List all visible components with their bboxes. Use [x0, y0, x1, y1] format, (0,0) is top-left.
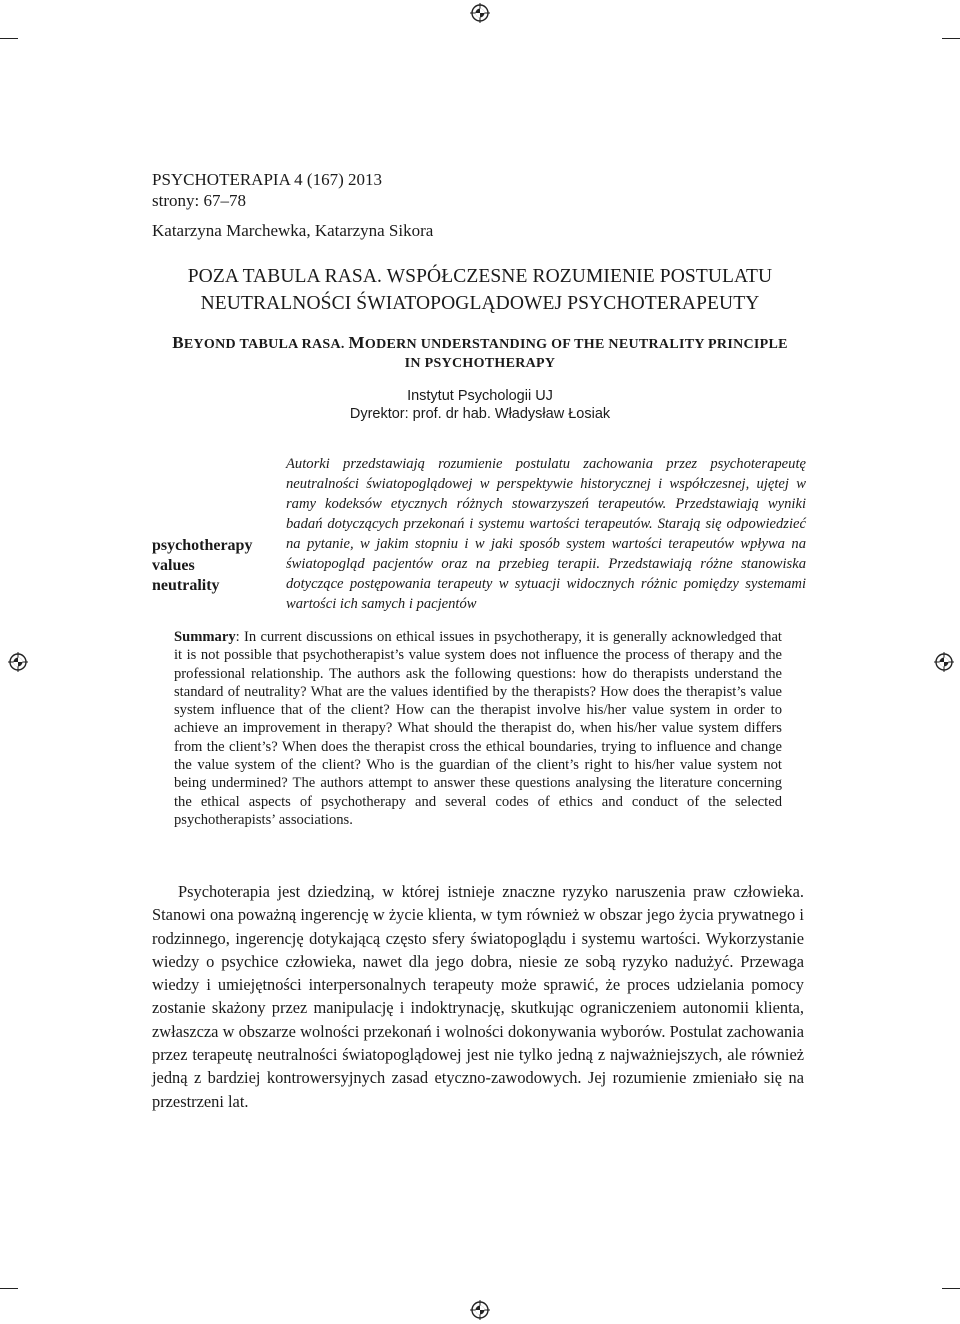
crop-mark — [0, 1288, 18, 1289]
page-range: strony: 67–78 — [152, 191, 246, 210]
crop-mark — [942, 38, 960, 39]
title-pl-line1: POZA TABULA RASA. WSPÓŁCZESNE ROZUMIENIE POSTULATU — [187, 266, 773, 287]
title-pl-line2: NEUTRALNOŚCI ŚWIATOPOGLĄDOWEJ PSYCHOTERAPEUTY — [200, 293, 760, 314]
body-paragraph: Psychoterapia jest dziedziną, w której istnieje znaczne ryzyko naruszenia praw człowieka. Stanowi ona poważną ingerencję w życie klienta, w tym również w obszar jego życia prywatnego i rodzinnego, ingerencję dotykającą często sfery światopoglądu i systemu wartości. Wykorzystanie wiedzy o psychice człowieka, nawet dla jego dobra, niesie ze sobą ryzyko nadużyć. Przewaga wiedzy i umiejętności interpersonalnych terapeuty może sprawić, że proces udzielania pomocy zostanie skażony przez manipulację i indoktrynację, skutkując ograniczeniem autonomii klienta, zwłaszcza w obszarze wolności przekonań i wolności dokonywania wyborów. Postulat zachowania przez terapeutę neutralności światopoglądowej jest nie tylko jedną z najważniejszych, ale również jedną z bardziej kontrowersyjnych zasad etyczno-zawodowych. Jej rozumienie zmieniało się na przestrzeni lat. — [152, 882, 804, 1111]
title-en-line1: BEYOND TABULA RASA. MODERN UNDERSTANDING OF THE NEUTRALITY PRINCIPLE — [172, 333, 788, 352]
summary-text: : In current discussions on ethical issues in psychotherapy, it is generally acknowledged that it is not possible that psychotherapist’s value system does not influence the process of therapy and the professional relationship. The authors ask the following questions: how do therapists understand the standard of neutrality? What are the values identified by the therapists? How does the therapist’s value system influence that of the client? How can the therapist involve his/her value system in order to achieve an improvement in therapy? What should the therapist do, when his/her value system differs from the client’s? When does the therapist cross the ethical boundaries, trying to influence and change the value system of the client? Who is the guardian of the client’s right to his/her value system not being undermined? The authors attempt to answer these questions analysing the literature concerning the ethical aspects of psychotherapy and several codes of ethics and conduct of the selected psychotherapists’ associations. — [174, 629, 782, 828]
crop-mark — [0, 38, 18, 39]
abstract-pl: Autorki przedstawiają rozumienie postulatu zachowania przez psychoterapeutę neutralności światopoglądowej w perspektywie historycznej i współczesnej, ujętej w ramy kodeksów etycznych różnych stowarzyszeń terapeutów. Przedstawiają wyniki badań dotyczących przekonań i systemu wartości terapeutów. Starają się odpowiedzieć na pytanie, w jakim stopniu i w jaki sposób system wartości terapeutów wpływa na światopogląd pacjentów oraz na przebieg terapii. Przedstawiają różne stanowiska dotyczące postępowania terapeuty w sytuacji widocznych różnic pomiędzy systemami wartości ich samych i pacjentów — [286, 456, 806, 612]
keyword: psychotherapy — [152, 537, 253, 554]
keyword: neutrality — [152, 577, 220, 594]
title-en-line2: IN PSYCHOTHERAPY — [404, 356, 556, 371]
registration-mark-icon — [934, 652, 954, 672]
keywords — [152, 536, 252, 596]
authors: Katarzyna Marchewka, Katarzyna Sikora — [152, 221, 434, 240]
crop-mark — [942, 1288, 960, 1289]
registration-mark-icon — [470, 3, 490, 23]
journal-issue: PSYCHOTERAPIA 4 (167) 2013 — [152, 170, 382, 189]
institution-name: Instytut Psychologii UJ — [407, 388, 553, 404]
institution-director: Dyrektor: prof. dr hab. Władysław Łosiak — [349, 406, 611, 422]
registration-mark-icon — [8, 652, 28, 672]
registration-mark-icon — [470, 1300, 490, 1320]
keyword: values — [152, 557, 195, 574]
summary-label: Summary — [174, 629, 236, 645]
summary — [174, 628, 782, 829]
